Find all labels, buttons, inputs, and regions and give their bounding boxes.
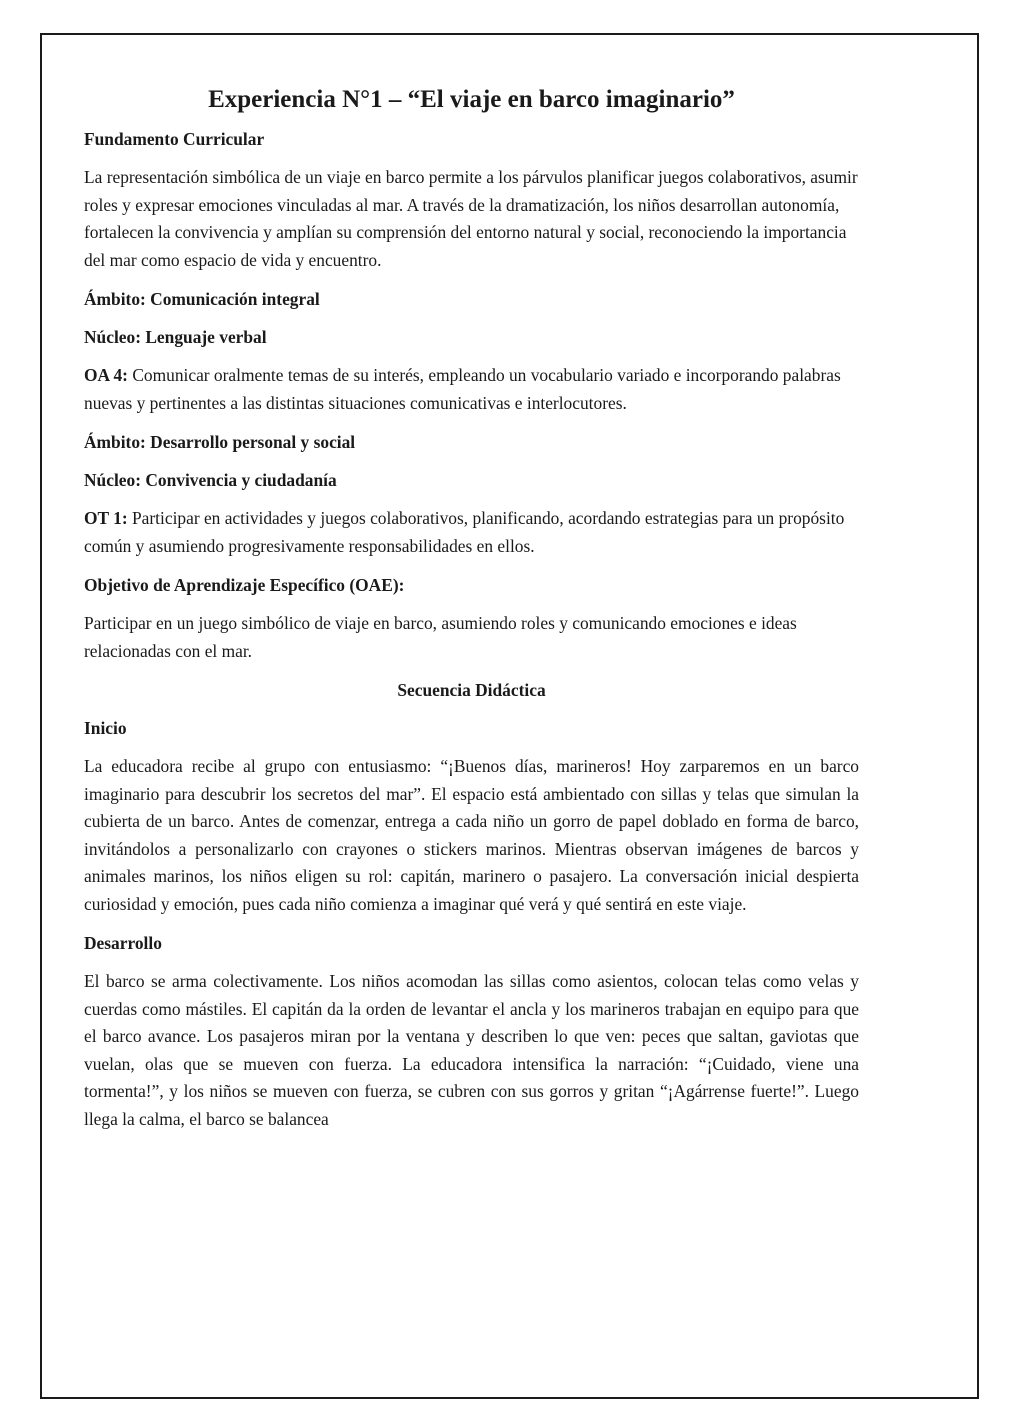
secuencia-heading: Secuencia Didáctica (397, 680, 546, 700)
desarrollo-heading: Desarrollo (84, 933, 162, 953)
document-title: Experiencia N°1 – “El viaje en barco imaginario” (208, 86, 735, 113)
document-body (84, 84, 859, 1145)
oa4-label: OA 4: (84, 365, 128, 385)
ambito-comunicacion-heading: Ámbito: Comunicación integral (84, 289, 320, 309)
oa4-text: Comunicar oralmente temas de su interés, empleando un vocabulario variado e incorporando palabras nuevas y pertinentes a las distintas situaciones comunicativas e interlocutores. (84, 365, 841, 413)
ambito-personal-heading: Ámbito: Desarrollo personal y social (84, 432, 356, 452)
nucleo-convivencia-heading: Núcleo: Convivencia y ciudadanía (84, 470, 337, 490)
inicio-heading: Inicio (84, 718, 127, 738)
ot1-label: OT 1: (84, 508, 128, 528)
inicio-text: La educadora recibe al grupo con entusiasmo: “¡Buenos días, marineros! Hoy zarparemos en un barco imaginario para descubrir los secretos del mar”. El espacio está ambientado con sillas y telas que simulan la cubierta de un barco. Antes de comenzar, entrega a cada niño un gorro de papel doblado en forma de barco, invitándolos a personalizarlo con crayones o stickers marinos. Mientras observan imágenes de barcos y animales marinos, los niños eligen su rol: capitán, marinero o pasajero. La conversación inicial despierta curiosidad y emoción, pues cada niño comienza a imaginar qué verá y qué sentirá en este viaje. (84, 756, 859, 914)
oae-text: Participar en un juego simbólico de viaje en barco, asumiendo roles y comunicando emociones e ideas relacionadas con el mar. (84, 613, 797, 661)
oae-heading: Objetivo de Aprendizaje Específico (OAE): (84, 575, 405, 595)
fundamento-heading: Fundamento Curricular (84, 129, 265, 149)
nucleo-lenguaje-heading: Núcleo: Lenguaje verbal (84, 327, 267, 347)
fundamento-text: La representación simbólica de un viaje en barco permite a los párvulos planificar juegos colaborativos, asumir roles y expresar emociones vinculadas al mar. A través de la dramatización, los niños desarrollan autonomía, fortalecen la convivencia y amplían su comprensión del entorno natural y social, reconociendo la importancia del mar como espacio de vida y encuentro. (84, 167, 858, 270)
desarrollo-text: El barco se arma colectivamente. Los niños acomodan las sillas como asientos, colocan telas como velas y cuerdas como mástiles. El capitán da la orden de levantar el ancla y los marineros trabajan en equipo para que el barco avance. Los pasajeros miran por la ventana y describen lo que ven: peces que saltan, gaviotas que vuelan, olas que se mueven con fuerza. La educadora intensifica la narración: “¡Cuidado, viene una tormenta!”, y los niños se mueven con fuerza, se cubren con sus gorros y gritan “¡Agárrense fuerte!”. Luego llega la calma, el barco se balancea (84, 971, 859, 1129)
ot1-paragraph (84, 505, 859, 560)
oa4-paragraph (84, 362, 859, 417)
ot1-text: Participar en actividades y juegos colaborativos, planificando, acordando estrategias para un propósito común y asumiendo progresivamente responsabilidades en ellos. (84, 508, 845, 556)
